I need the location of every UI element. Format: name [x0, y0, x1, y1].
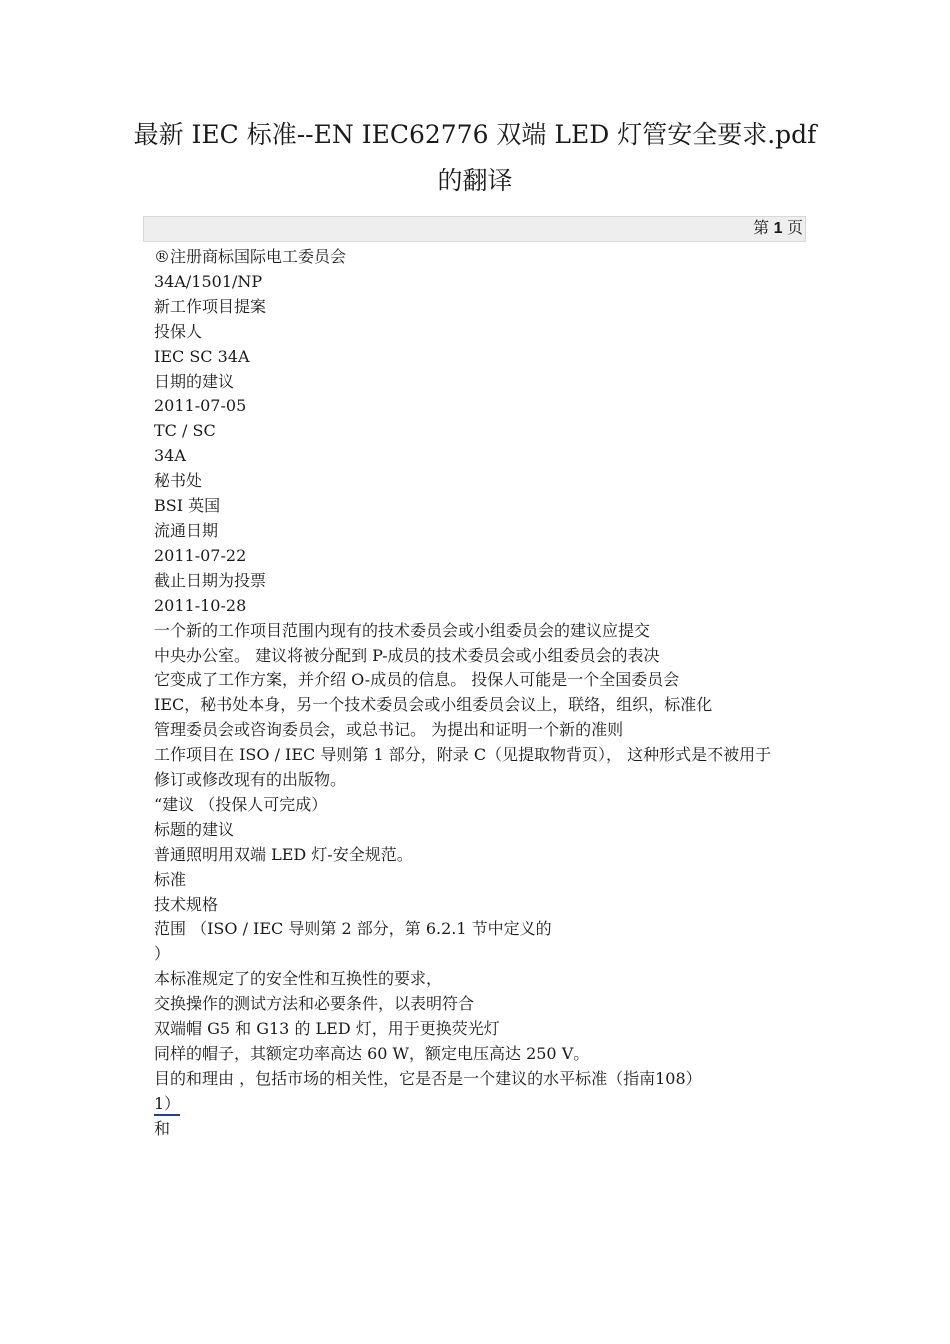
text-line: 投保人 — [154, 321, 203, 341]
text-line: 管理委员会或咨询委员会，或总书记。 为提出和证明一个新的准则 — [154, 720, 624, 740]
text-line: 和 — [154, 1118, 171, 1138]
text-line: 新工作项目提案 — [154, 296, 267, 316]
document-title — [0, 112, 950, 204]
text-line: 它变成了工作方案，并介绍 O-成员的信息。 投保人可能是一个全国委员会 — [154, 670, 680, 690]
text-line: 技术规格 — [154, 894, 219, 914]
text-line: 中央办公室。 建议将被分配到 P-成员的技术委员会或小组委员会的表决 — [154, 645, 660, 665]
text-line: 标题的建议 — [154, 819, 235, 839]
page-number: 1 — [773, 220, 783, 237]
text-line: “建议 （投保人可完成） — [154, 794, 328, 814]
page-label-prefix: 第 — [753, 220, 770, 237]
text-line: 标准 — [154, 869, 187, 889]
text-line: 秘书处 — [154, 471, 203, 491]
text-line: TC / SC — [154, 421, 216, 441]
text-line: 一个新的工作项目范围内现有的技术委员会或小组委员会的建议应提交 — [154, 620, 651, 640]
document-title-line-1: 最新 IEC 标准--EN IEC62776 双端 LED 灯管安全要求.pdf — [133, 120, 817, 149]
text-line: 普通照明用双端 LED 灯-安全规范。 — [154, 844, 413, 864]
text-line: 修订或修改现有的出版物。 — [154, 770, 347, 790]
text-line: 34A/1501/NP — [154, 271, 263, 291]
text-line: ） — [154, 944, 171, 964]
text-line: BSI 英国 — [154, 496, 221, 516]
text-line: 2011-07-05 — [154, 396, 247, 416]
text-line: 同样的帽子，其额定功率高达 60 W，额定电压高达 250 V。 — [154, 1044, 590, 1063]
text-line: 本标准规定了的安全性和互换性的要求， — [154, 969, 443, 989]
text-line: 目的和理由 ，包括市场的相关性，它是否是一个建议的水平标准（指南108） — [154, 1068, 702, 1088]
text-line: IEC SC 34A — [154, 346, 250, 366]
text-line: 2011-10-28 — [154, 595, 247, 615]
text-line: 交换操作的测试方法和必要条件，以表明符合 — [154, 994, 475, 1014]
text-line: 流通日期 — [154, 520, 219, 540]
text-line: 工作项目在 ISO / IEC 导则第 1 部分，附录 C（见提取物背页）， 这种形式是不被用于 — [154, 745, 772, 765]
text-line: 截止日期为投票 — [154, 570, 267, 590]
text-line: 2011-07-22 — [154, 545, 247, 565]
text-line: 双端帽 G5 和 G13 的 LED 灯，用于更换荧光灯 — [154, 1019, 500, 1039]
page-label-suffix: 页 — [786, 220, 803, 237]
text-line: IEC，秘书处本身，另一个技术委员会或小组委员会议上，联络，组织，标准化 — [154, 695, 713, 715]
footnote-link[interactable]: 1） — [154, 1094, 180, 1116]
page-header-bar — [143, 216, 806, 242]
document-title-line-2: 的翻译 — [437, 166, 513, 195]
text-line: 日期的建议 — [154, 371, 235, 391]
text-line: ®注册商标国际电工委员会 — [154, 247, 347, 266]
document-body — [143, 245, 808, 1142]
footnote-ref-line — [143, 1092, 808, 1117]
text-line: 范围 （ISO / IEC 导则第 2 部分，第 6.2.1 节中定义的 — [154, 919, 552, 939]
text-line: 34A — [154, 446, 186, 466]
